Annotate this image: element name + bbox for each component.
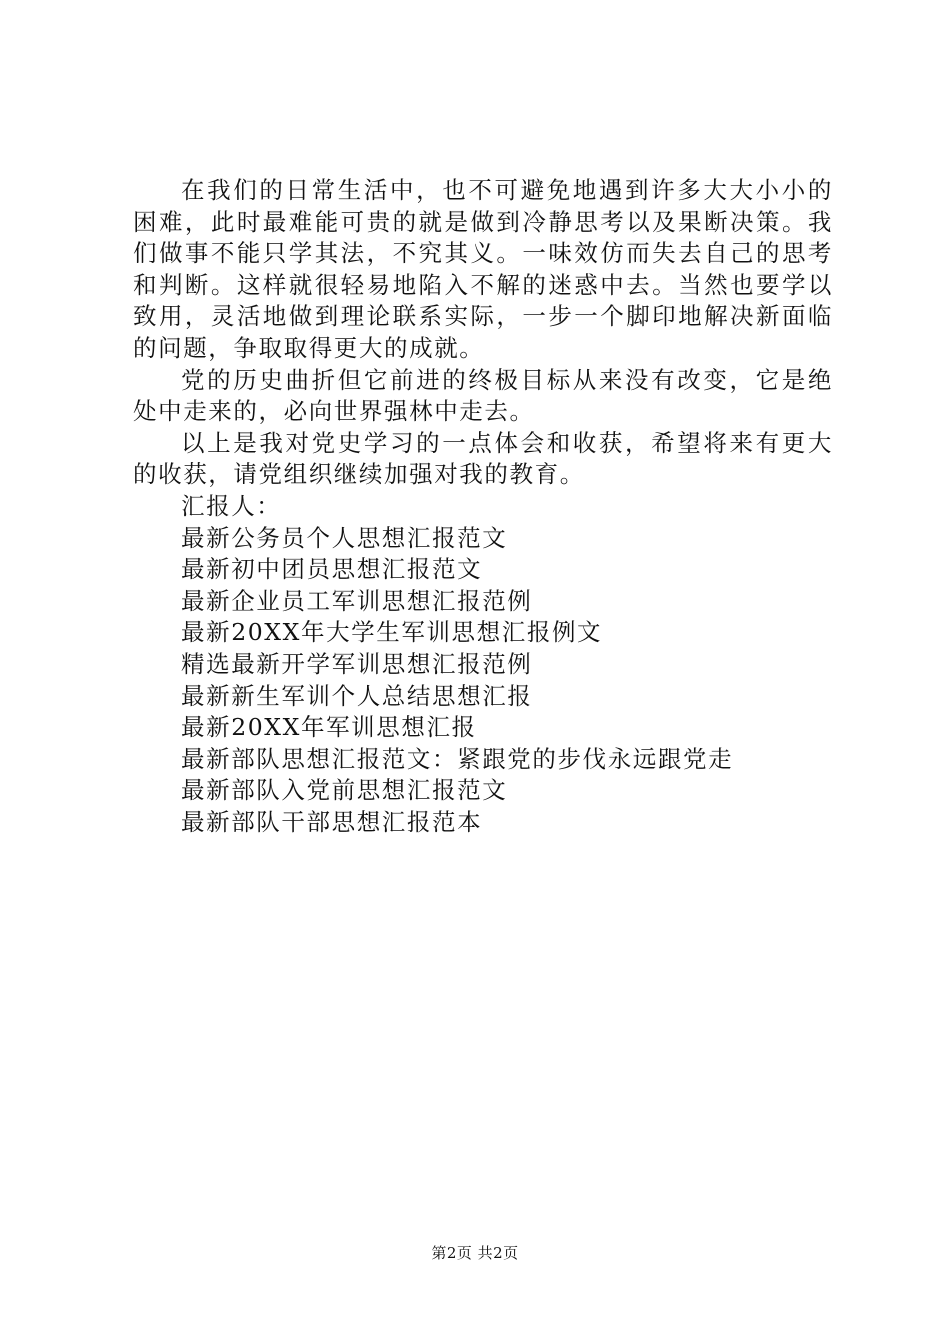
related-link-3[interactable]: 最新企业员工军训思想汇报范例 <box>181 586 533 615</box>
paragraph-1: 在我们的日常生活中，也不可避免地遇到许多大大小小的困难，此时最难能可贵的就是做到冷静思考以及果断决策。我们做事不能只学其法，不究其义。一味效仿而失去自己的思考和判断。这样就很轻易地陷入不解的迷惑中去。当然也要学以致用，灵活地做到理论联系实际，一步一个脚印地解决新面临的问题，争取取得更大的成就。 <box>133 176 833 362</box>
paragraph-3: 以上是我对党史学习的一点体会和收获，希望将来有更大的收获，请党组织继续加强对我的教育。 <box>133 428 833 489</box>
related-link-1[interactable]: 最新公务员个人思想汇报范文 <box>181 523 508 552</box>
document-body <box>133 175 833 838</box>
related-link-2[interactable]: 最新初中团员思想汇报范文 <box>181 555 483 584</box>
paragraph-2: 党的历史曲折但它前进的终极目标从来没有改变，它是绝处中走来的，必向世界强林中走去。 <box>133 365 833 426</box>
related-link-7[interactable]: 最新20XX年军训思想汇报 <box>181 713 477 742</box>
signature-label: 汇报人： <box>181 491 282 520</box>
related-link-6[interactable]: 最新新生军训个人总结思想汇报 <box>181 681 533 710</box>
related-link-9[interactable]: 最新部队入党前思想汇报范文 <box>181 776 508 805</box>
related-link-4[interactable]: 最新20XX年大学生军训思想汇报例文 <box>181 618 603 647</box>
related-link-8[interactable]: 最新部队思想汇报范文：紧跟党的步伐永远跟党走 <box>181 744 734 773</box>
related-link-5[interactable]: 精选最新开学军训思想汇报范例 <box>181 649 533 678</box>
page-number-footer: 第2页 共2页 <box>431 1244 519 1262</box>
related-link-10[interactable]: 最新部队干部思想汇报范本 <box>181 807 483 836</box>
